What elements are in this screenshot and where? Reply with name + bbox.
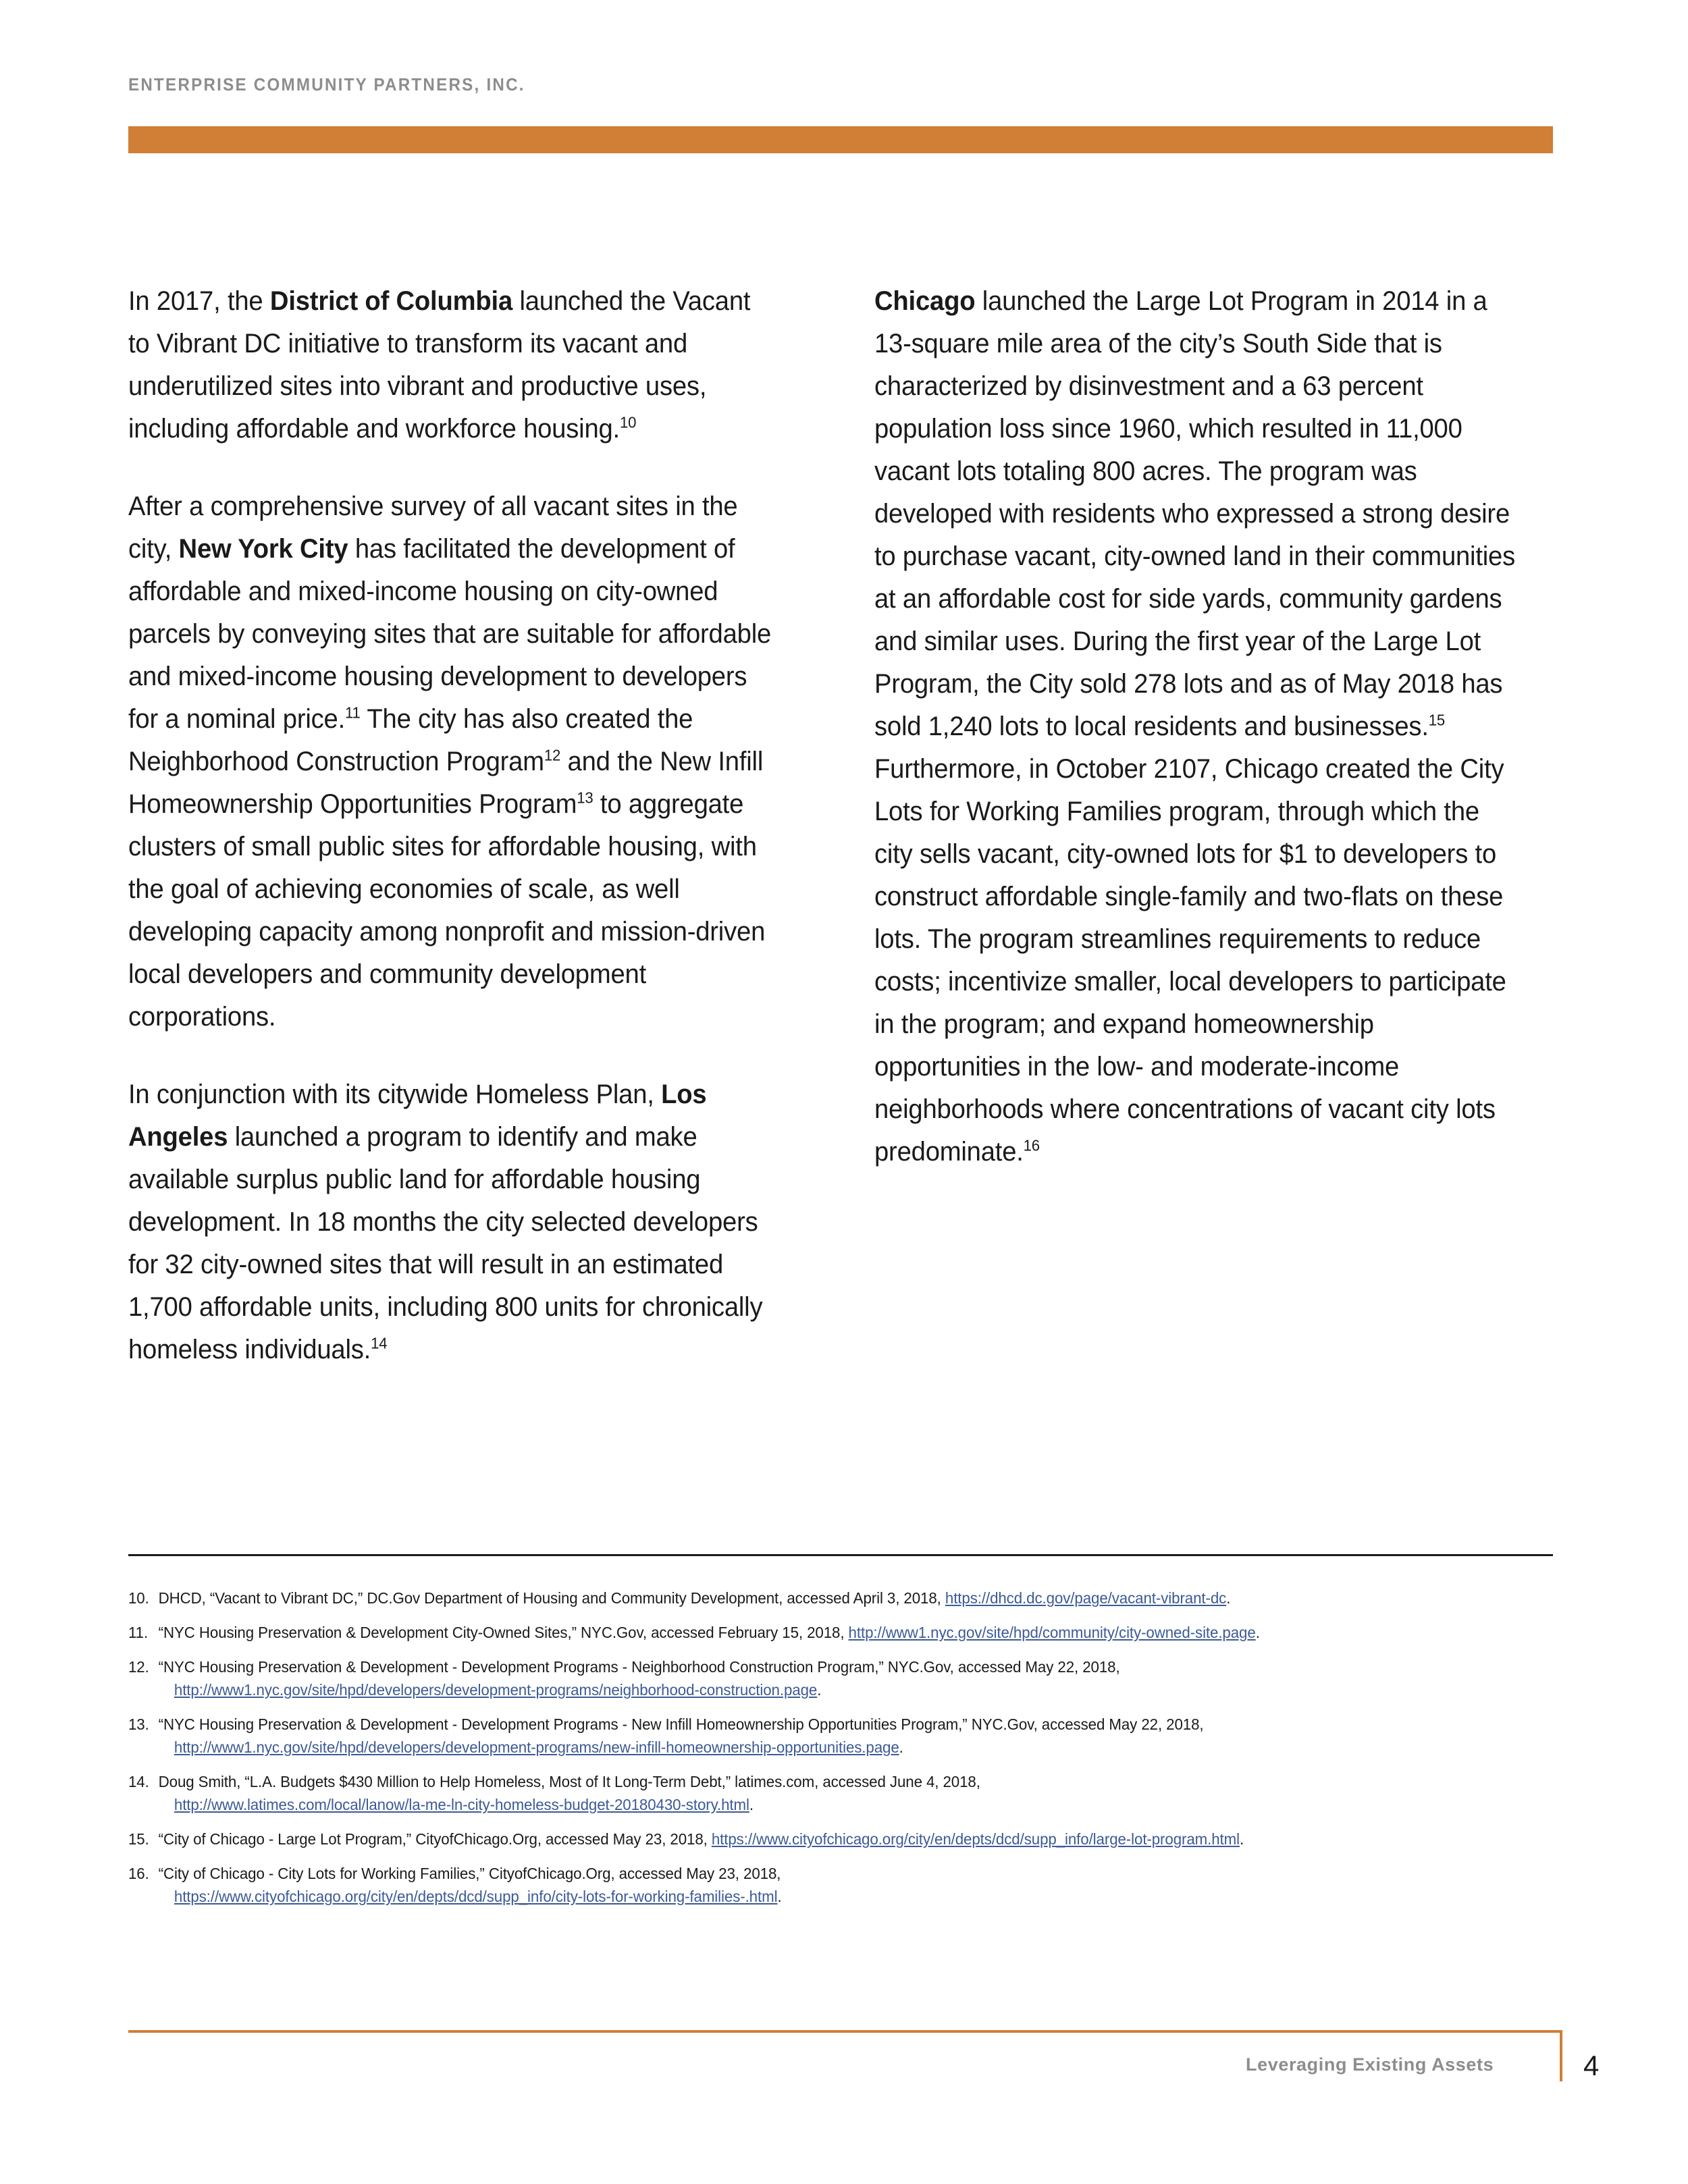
emphasized-city-name: Chicago [874, 286, 976, 316]
footer-accent-rule [128, 2030, 1562, 2033]
paragraph-text: In conjunction with its citywide Homeless Plan, [128, 1080, 662, 1109]
footnote-url-link[interactable]: http://www1.nyc.gov/site/hpd/developers/development-programs/neighborhood-construction.page [174, 1681, 818, 1699]
emphasized-city-name: District of Columbia [269, 286, 513, 316]
footnote-number: 16. [128, 1865, 149, 1882]
footnote-tail: . [777, 1888, 782, 1905]
emphasized-city-name: Los Angeles [128, 1080, 707, 1152]
footnote-link-line [159, 1678, 1556, 1701]
footnote-marker: 15 [1428, 711, 1446, 729]
footnote-link-line [159, 1793, 1556, 1816]
paragraph-text: The city has also created the Neighborhood Construction Program [128, 704, 693, 776]
left-text-column [128, 280, 807, 1371]
footer-section-title: Leveraging Existing Assets [1246, 2054, 1494, 2075]
footnote-link-line [159, 1736, 1556, 1759]
footnote-tail: . [1226, 1589, 1231, 1607]
footnote-text: “City of Chicago - City Lots for Working Families,” CityofChicago.Org, accessed May 23, 2018, [158, 1865, 781, 1882]
paragraph-la [128, 1073, 776, 1371]
footnote-number: 15. [128, 1830, 149, 1848]
footnote-text: Doug Smith, “L.A. Budgets $430 Million to Help Homeless, Most of It Long-Term Debt,” latimes.com, accessed June 4, 2018, [158, 1773, 980, 1790]
paragraph-text: In 2017, the [128, 286, 270, 316]
paragraph-nyc [128, 485, 776, 1038]
footnote-text: DHCD, “Vacant to Vibrant DC,” DC.Gov Department of Housing and Community Development, accessed April 3, 2018, [158, 1589, 945, 1607]
footnote-marker: 14 [371, 1334, 388, 1352]
paragraph-text: to aggregate clusters of small public sites for affordable housing, with the goal of achieving economies of scale, as well developing capacity among nonprofit and mission-driven local developers and community development corporations. [128, 789, 766, 1032]
footnote-item [128, 1621, 1556, 1644]
footnote-url-link[interactable]: https://dhcd.dc.gov/page/vacant-vibrant-dc [945, 1589, 1227, 1607]
footnote-text: “NYC Housing Preservation & Development - Development Programs - Neighborhood Construction Program,” NYC.Gov, accessed May 22, 2018, [158, 1658, 1120, 1676]
paragraph-text: launched the Large Lot Program in 2014 in a 13-square mile area of the city’s South Side that is characterized by disinvestment and a 63 percent population loss since 1960, which resulted in 11,000 vacant lots totaling 800 acres. The program was developed with residents who expressed a strong desire to purchase vacant, city-owned land in their communities at an affordable cost for side yards, community gardens and similar uses. During the first year of the Large Lot Program, the City sold 278 lots and as of May 2018 has sold 1,240 lots to local residents and businesses. [874, 286, 1516, 741]
footnote-link-line [159, 1885, 1556, 1908]
footer-accent-tick [1560, 2030, 1562, 2081]
paragraph-text: and the New Infill Homeownership Opportunities Program [128, 747, 764, 819]
footnote-item [128, 1587, 1556, 1609]
footnote-item [128, 1828, 1556, 1850]
footnote-marker: 12 [544, 746, 561, 764]
footnote-item [128, 1713, 1556, 1759]
body-columns [128, 280, 1553, 1371]
footnote-item [128, 1655, 1556, 1701]
footnote-item [128, 1862, 1556, 1908]
footnote-number: 11. [128, 1624, 149, 1641]
page-number: 4 [1583, 2050, 1600, 2081]
footnote-marker: 16 [1023, 1136, 1040, 1154]
emphasized-city-name: New York City [178, 534, 348, 564]
footnote-url-link[interactable]: http://www1.nyc.gov/site/hpd/community/city-owned-site.page [848, 1624, 1256, 1641]
footnote-number: 14. [128, 1773, 149, 1790]
footnote-tail: . [1240, 1830, 1244, 1848]
right-text-column [874, 280, 1553, 1371]
footnote-url-link[interactable]: https://www.cityofchicago.org/city/en/depts/dcd/supp_info/city-lots-for-working-families-.html [174, 1888, 778, 1905]
paragraph-text: launched a program to identify and make available surplus public land for affordable housing development. In 18 months the city selected developers for 32 city-owned sites that will result in an estimated 1,700 affordable units, including 800 units for chronically homeless individuals. [128, 1122, 763, 1364]
footnote-url-link[interactable]: http://www.latimes.com/local/lanow/la-me-ln-city-homeless-budget-20180430-story.html [174, 1796, 749, 1813]
footnote-marker: 10 [619, 413, 637, 431]
footnote-url-link[interactable]: https://www.cityofchicago.org/city/en/depts/dcd/supp_info/large-lot-program.html [711, 1830, 1240, 1848]
footnote-url-link[interactable]: http://www1.nyc.gov/site/hpd/developers/development-programs/new-infill-homeownership-opportunities.page [174, 1738, 899, 1756]
footnote-marker: 11 [345, 703, 361, 722]
paragraph-chicago [874, 280, 1523, 1173]
footnote-text: “NYC Housing Preservation & Development City-Owned Sites,” NYC.Gov, accessed February 15, 2018, [158, 1624, 849, 1641]
footnote-number: 12. [128, 1658, 149, 1676]
footnote-number: 13. [128, 1715, 149, 1733]
footnote-item [128, 1770, 1556, 1816]
paragraph-text: After a comprehensive survey of all vacant sites in the city, [128, 491, 738, 564]
footnote-tail: . [1255, 1624, 1260, 1641]
footnote-number: 10. [128, 1589, 149, 1607]
paragraph-text: launched the Vacant to Vibrant DC initiative to transform its vacant and underutilized sites into vibrant and productive uses, including affordable and workforce housing. [128, 286, 751, 444]
footnote-tail: . [899, 1738, 903, 1756]
paragraph-text: Furthermore, in October 2107, Chicago created the City Lots for Working Families program, through which the city sells vacant, city-owned lots for $1 to developers to construct affordable single-family and two-flats on these lots. The program streamlines requirements to reduce costs; incentivize smaller, local developers to participate in the program; and expand homeownership opportunities in the low- and moderate-income neighborhoods where concentrations of vacant city lots predominate. [874, 754, 1506, 1167]
footnote-text: “NYC Housing Preservation & Development - Development Programs - New Infill Homeownership Opportunities Program,” NYC.Gov, accessed May 22, 2018, [158, 1715, 1204, 1733]
footnote-marker: 13 [577, 789, 594, 807]
footnote-separator-rule [128, 1554, 1553, 1556]
running-head: ENTERPRISE COMMUNITY PARTNERS, INC. [128, 74, 525, 95]
header-accent-bar [128, 126, 1553, 153]
paragraph-dc [128, 280, 776, 450]
footnote-tail: . [817, 1681, 822, 1699]
footnote-text: “City of Chicago - Large Lot Program,” CityofChicago.Org, accessed May 23, 2018, [158, 1830, 712, 1848]
footnote-list [128, 1587, 1600, 1919]
paragraph-text: has facilitated the development of affordable and mixed-income housing on city-owned parcels by conveying sites that are suitable for affordable and mixed-income housing development to developers for a nominal price. [128, 534, 772, 734]
footnote-tail: . [749, 1796, 754, 1813]
